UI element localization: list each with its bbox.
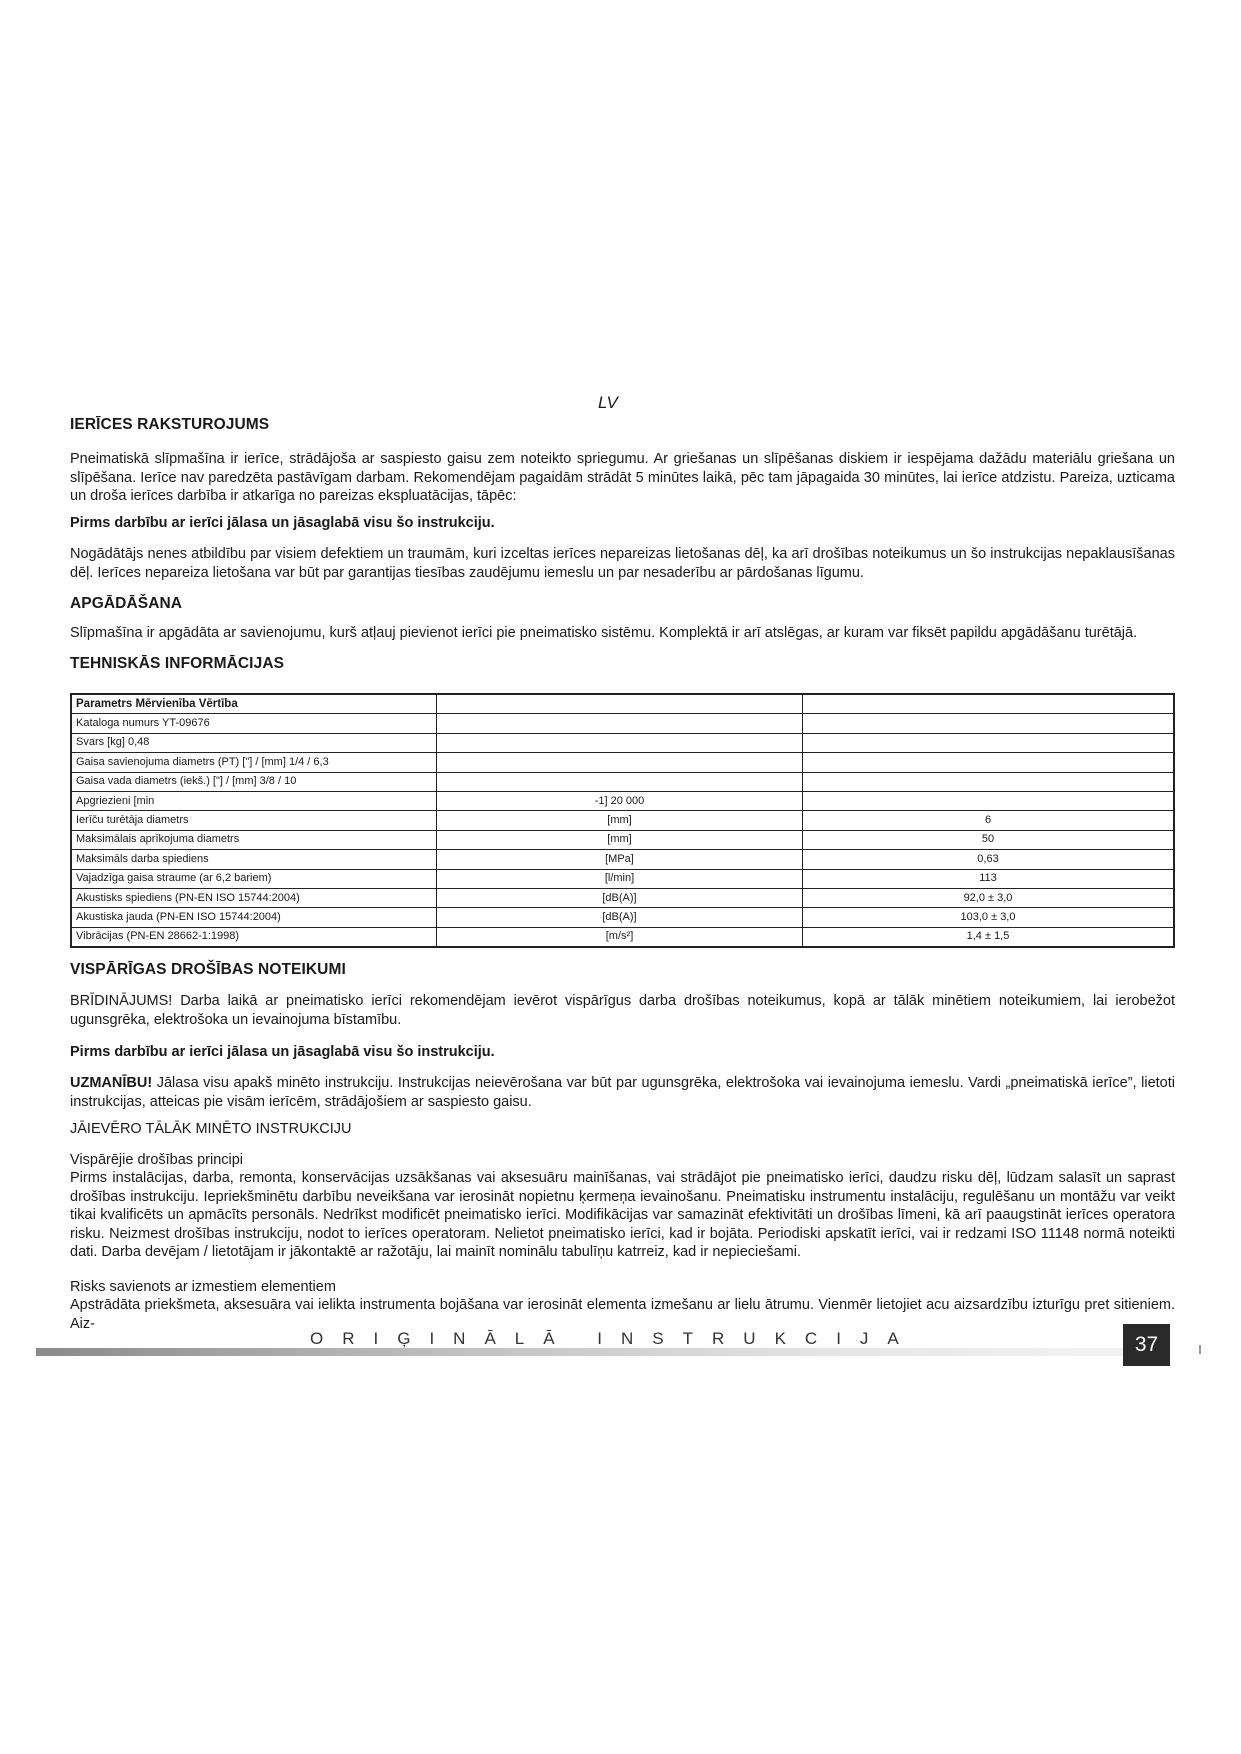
paragraph-general-principles: Pirms instalācijas, darba, remonta, konservācijas uzsākšanas vai aksesuāru mainīšanas, vai strādājot pie pneimatisko ierīci, daudzu risku dēļ, lūdzam salasīt un saprast drošības instrukciju. Iepriekšminētu darbību neveikšana var ierosināt nopietnu ķermeņa ievainošanu. Pneimatisku instrumentu instalāciju, regulēšanu un montāžu var veikt tikai kvalificēts un apmācīts personāls. Nedrīkst modificēt pneimatisko ierīci. Modifikācijas var samazināt efektivitāti un drošības līmeni, kā arī paaugstināt ierīces operatora risku. Neizmest drošības instrukciju, nodot to ierīces operatoram. Nelietot pneimatisko ierīci, kad ir bojāta. Periodiski apskatīt ierīci, vai ir redzami ISO 11148 normā noteikti dati. Darba devējam / lietotājam ir jākontaktē ar ražotāju, lai mainīt nominālu tabulīņu katrreiz, kad ir nepieciešami. <box>70 1170 1175 1260</box>
edge-mark <box>1199 1345 1201 1354</box>
table-cell-parameter: Kataloga numurs YT-09676 <box>71 714 437 733</box>
table-row <box>71 733 1174 752</box>
table-cell-value <box>803 772 1175 791</box>
table-cell-value <box>803 733 1175 752</box>
paragraph-equipment: Slīpmašīna ir apgādāta ar savienojumu, kurš atļauj pievienot ierīci pie pneimatisko sistēmu. Komplektā ir arī atslēgas, ar kuram var fiksēt papildu apgādāšanu turētājā. <box>70 625 1138 641</box>
paragraph-warning: BRĪDINĀJUMS! Darba laikā ar pneimatisko ierīci rekomendējam ievērot vispārīgus darba drošības noteikumus, kopā ar tālāk minētiem noteikumiem, lai ierobežot ugunsgrēka, elektrošoka un ievainojuma bīstamību. <box>70 993 1175 1028</box>
section-title-characteristics: IERĪCES RAKSTUROJUMS <box>70 416 270 433</box>
table-cell-unit <box>437 733 803 752</box>
table-cell-unit: [m/s²] <box>437 927 803 947</box>
table-cell-value: 92,0 ± 3,0 <box>803 888 1175 907</box>
table-row <box>71 830 1174 849</box>
table-row <box>71 927 1174 947</box>
paragraph-ejected-elements: Apstrādāta priekšmeta, aksesuāra vai ielikta instrumenta bojāšana var ierosināt elementa izmešanu ar lielu ātrumu. Vienmēr lietojiet acu aizsardzību izturīgu pret sitieniem. Aiz- <box>70 1297 1175 1332</box>
table-cell-value: 0,63 <box>803 850 1175 869</box>
table-cell-value: 6 <box>803 811 1175 830</box>
language-code: LV <box>598 393 618 412</box>
table-cell-unit: [mm] <box>437 811 803 830</box>
subheading-general-principles: Vispārējie drošības principi <box>70 1152 244 1168</box>
subheading-ejected-elements: Risks savienots ar izmestiem elementiem <box>70 1279 336 1295</box>
paragraph-follow-instructions: JĀIEVĒRO TĀLĀK MINĒTO INSTRUKCIJU <box>70 1121 352 1137</box>
table-cell-parameter: Gaisa savienojuma diametrs (PT) ["] / [mm] 1/4 / 6,3 <box>71 753 437 772</box>
table-cell-parameter: Maksimālais aprīkojuma diametrs <box>71 830 437 849</box>
paragraph-description: Pneimatiskā slīpmašīna ir ierīce, strādājoša ar saspiesto gaisu zem noteikto spriegumu. Ar griešanas un slīpēšanas diskiem ir iespējama dažādu materiālu griešana un slīpēšana. Ierīce nav paredzēta pastāvīgam darbam. Rekomendējam pagaidām strādāt 5 minūtes laikā, pēc tam jāpagaida 30 minūtes, lai ierīce atdzistu. Pareiza, uzticama un droša ierīces darbība ir atkarīga no pareizas ekspluatācijas, tāpēc: <box>70 451 1175 504</box>
table-row <box>71 714 1174 733</box>
table-row <box>71 850 1174 869</box>
section-title-safety-rules: VISPĀRĪGAS DROŠĪBAS NOTEIKUMI <box>70 961 346 978</box>
paragraph-read-instructions: Pirms darbību ar ierīci jālasa un jāsaglabā visu šo instrukciju. <box>70 515 495 531</box>
table-cell-unit <box>437 694 803 714</box>
table-row <box>71 869 1174 888</box>
table-row <box>71 772 1174 791</box>
table-cell-parameter: Vajadzīga gaisa straume (ar 6,2 bariem) <box>71 869 437 888</box>
table-cell-unit: [l/min] <box>437 869 803 888</box>
table-row <box>71 791 1174 810</box>
table-row <box>71 753 1174 772</box>
table-cell-unit: [dB(A)] <box>437 888 803 907</box>
table-cell-value <box>803 753 1175 772</box>
footer-bar <box>36 1348 1156 1356</box>
table-cell-parameter: Parametrs Mērvienība Vērtība <box>71 694 437 714</box>
attention-label: UZMANĪBU! <box>70 1075 153 1091</box>
table-cell-value: 1,4 ± 1,5 <box>803 927 1175 947</box>
table-cell-value <box>803 714 1175 733</box>
table-cell-value <box>803 694 1175 714</box>
table-cell-parameter: Gaisa vada diametrs (iekš.) ["] / [mm] 3/8 / 10 <box>71 772 437 791</box>
table-cell-parameter: Vibrācijas (PN-EN 28662-1:1998) <box>71 927 437 947</box>
table-cell-unit <box>437 772 803 791</box>
table-cell-unit <box>437 714 803 733</box>
table-cell-parameter: Akustisks spiediens (PN-EN ISO 15744:2004) <box>71 888 437 907</box>
table-row <box>71 811 1174 830</box>
table-cell-unit <box>437 753 803 772</box>
table-cell-parameter: Akustiska jauda (PN-EN ISO 15744:2004) <box>71 908 437 927</box>
paragraph-read-instructions-2: Pirms darbību ar ierīci jālasa un jāsaglabā visu šo instrukciju. <box>70 1044 495 1060</box>
footer-title: ORIĢINĀLĀ INSTRUKCIJA <box>310 1329 918 1348</box>
paragraph-liability: Nogādātājs nenes atbildību par visiem defektiem un traumām, kuri izceltas ierīces nepareizas lietošanas dēļ, ka arī drošības noteikumus un šo instrukcijas nepaklausīšanas dēļ. Ierīces nepareiza lietošana var būt par garantijas tiesības zaudējumu iemeslu un par nesaderību ar pārdošanas līgumu. <box>70 546 1175 581</box>
table-header-row <box>71 694 1174 714</box>
table-cell-unit: [mm] <box>437 830 803 849</box>
table-cell-value: 113 <box>803 869 1175 888</box>
table-row <box>71 908 1174 927</box>
attention-text: Jālasa visu apakš minēto instrukciju. Instrukcijas neievērošana var būt par ugunsgrēka, elektrošoka vai ievainojuma iemeslu. Vardi „pneimatiskā ierīce”, lietoti instrukcijas, atteicas pie visām ierīcēm, strādājošiem ar saspiesto gaisu. <box>70 1075 1175 1110</box>
table-cell-parameter: Svars [kg] 0,48 <box>71 733 437 752</box>
page-number: 37 <box>1123 1324 1170 1366</box>
section-title-equipment: APGĀDĀŠANA <box>70 595 183 612</box>
table-cell-parameter: Ierīču turētāja diametrs <box>71 811 437 830</box>
paragraph-attention <box>70 1074 1175 1111</box>
table-cell-parameter: Maksimāls darba spiediens <box>71 850 437 869</box>
table-cell-parameter: Apgriezieni [min <box>71 791 437 810</box>
section-title-technical-data: TEHNISKĀS INFORMĀCIJAS <box>70 655 285 672</box>
table-cell-unit: [dB(A)] <box>437 908 803 927</box>
table-cell-value <box>803 791 1175 810</box>
table-cell-unit: [MPa] <box>437 850 803 869</box>
table-cell-unit: -1] 20 000 <box>437 791 803 810</box>
table-cell-value: 50 <box>803 830 1175 849</box>
table-cell-value: 103,0 ± 3,0 <box>803 908 1175 927</box>
technical-data-table <box>70 693 1175 948</box>
table-row <box>71 888 1174 907</box>
